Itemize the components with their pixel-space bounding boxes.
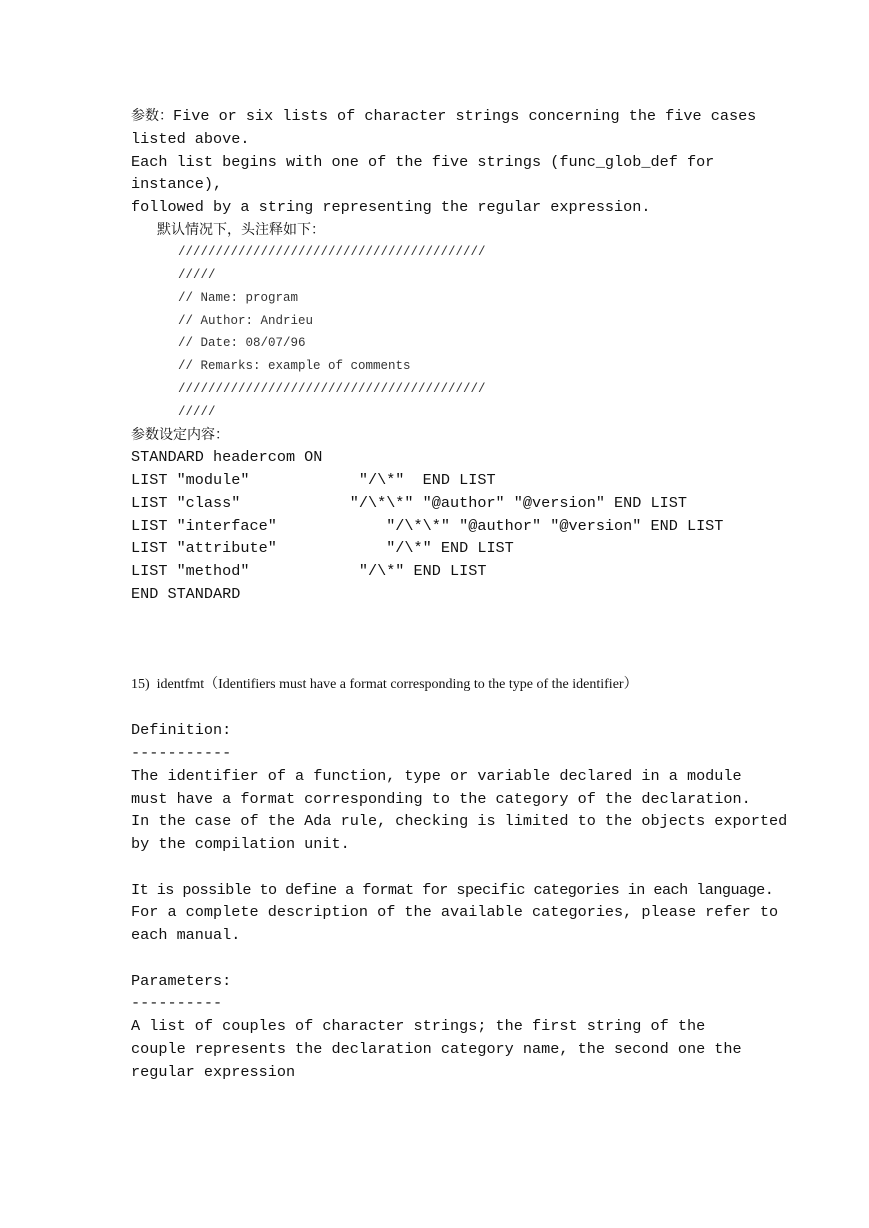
params-label: 参数： — [131, 108, 173, 124]
definition-line: In the case of the Ada rule, checking is limited to the objects exported — [131, 812, 788, 830]
params-intro-line-4: instance), — [131, 175, 223, 193]
default-header-line: ///////////////////////////////////////// — [178, 245, 486, 259]
parameters-line: regular expression — [131, 1063, 296, 1081]
settings-line: LIST "method" "/\*" END LIST — [131, 562, 487, 580]
settings-label: 参数设定内容： — [131, 427, 229, 443]
settings-line: LIST "attribute" "/\*" END LIST — [131, 539, 514, 557]
settings-line: LIST "interface" "/\*\*" "@author" "@version" END LIST — [131, 517, 724, 535]
definition-rule: ----------- — [131, 744, 232, 762]
default-header-line: // Name: program — [178, 291, 299, 305]
settings-line: STANDARD headercom ON — [131, 448, 323, 466]
possible-line: It is possible to define a format for specific categories in each language. — [131, 881, 774, 899]
params-intro-line-5: followed by a string representing the regular expression. — [131, 198, 651, 216]
settings-line: LIST "class" "/\*\*" "@author" "@version" END LIST — [131, 494, 687, 512]
parameters-line: couple represents the declaration category name, the second one the — [131, 1040, 742, 1058]
definition-line: by the compilation unit. — [131, 835, 350, 853]
default-header-line: ///// — [178, 268, 216, 282]
definition-title: Definition: — [131, 721, 232, 739]
default-header-line: // Remarks: example of comments — [178, 359, 411, 373]
default-header-line: // Author: Andrieu — [178, 314, 314, 328]
params-intro-line-3: Each list begins with one of the five strings (func_glob_def for — [131, 153, 715, 171]
params-intro-line-1 — [131, 106, 756, 126]
rule-15-heading: 15) identfmt（Identifiers must have a format corresponding to the type of the identifier） — [131, 677, 638, 692]
default-header-line: // Date: 08/07/96 — [178, 336, 306, 350]
parameters-rule: ---------- — [131, 994, 223, 1012]
settings-line: LIST "module" "/\*" END LIST — [131, 471, 496, 489]
params-intro-line-2: listed above. — [131, 130, 250, 148]
definition-line: The identifier of a function, type or variable declared in a module — [131, 767, 742, 785]
default-header-line: ///////////////////////////////////////// — [178, 382, 486, 396]
possible-line: For a complete description of the available categories, please refer to — [131, 903, 779, 921]
params-intro-text-1: Five or six lists of character strings concerning the five cases — [173, 107, 757, 125]
default-header-line: ///// — [178, 405, 216, 419]
parameters-line: A list of couples of character strings; the first string of the — [131, 1017, 706, 1035]
settings-line: END STANDARD — [131, 585, 241, 603]
definition-line: must have a format corresponding to the category of the declaration. — [131, 790, 751, 808]
default-header-label: 默认情况下，头注释如下： — [157, 222, 325, 238]
possible-line: each manual. — [131, 926, 241, 944]
parameters-title: Parameters: — [131, 972, 232, 990]
